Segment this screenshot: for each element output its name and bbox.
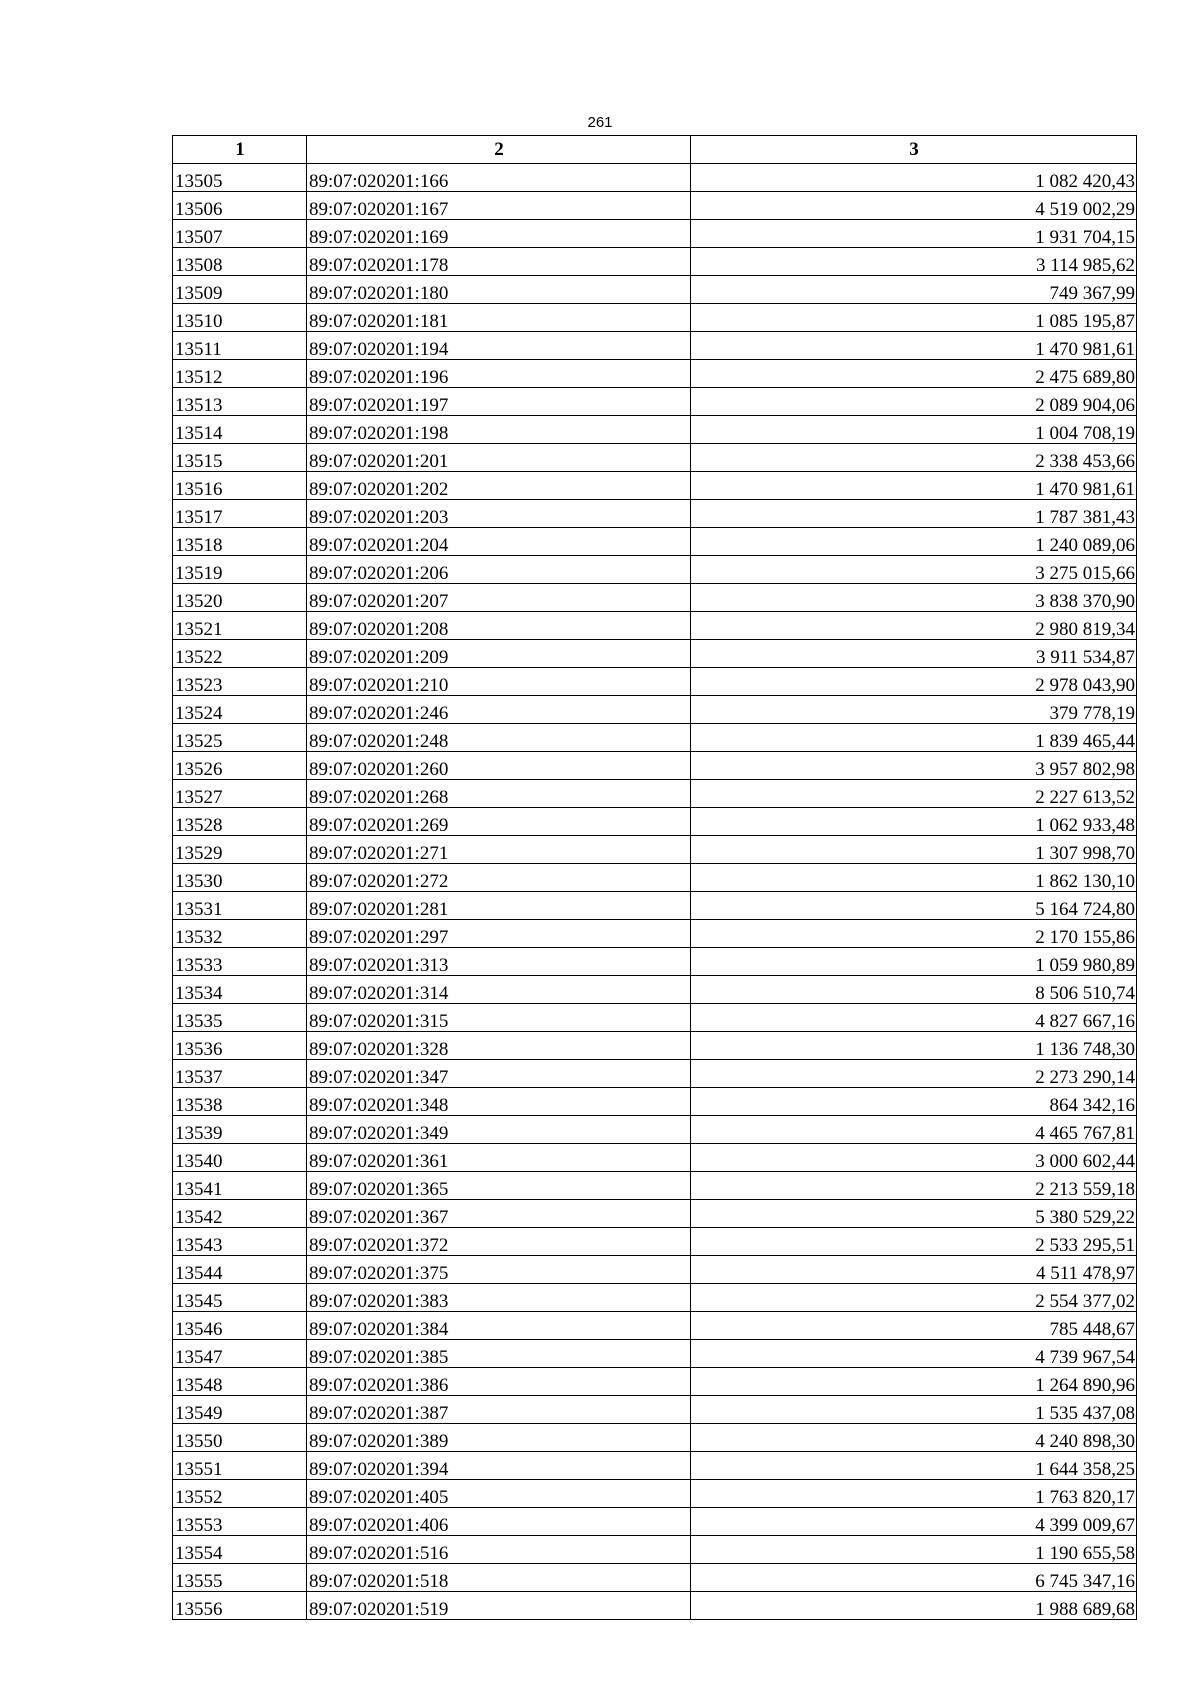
table-row xyxy=(173,1172,1137,1200)
value-cell: 2 978 043,90 xyxy=(691,668,1137,696)
row-number-cell: 13543 xyxy=(173,1228,307,1256)
row-number-cell: 13533 xyxy=(173,948,307,976)
cadastral-number-cell: 89:07:020201:180 xyxy=(307,276,691,304)
cadastral-number-cell: 89:07:020201:210 xyxy=(307,668,691,696)
table-row xyxy=(173,1508,1137,1536)
value-cell: 4 511 478,97 xyxy=(691,1256,1137,1284)
row-number-cell: 13539 xyxy=(173,1116,307,1144)
value-cell: 1 862 130,10 xyxy=(691,864,1137,892)
value-cell: 3 957 802,98 xyxy=(691,752,1137,780)
row-number-cell: 13514 xyxy=(173,416,307,444)
value-cell: 1 240 089,06 xyxy=(691,528,1137,556)
table-row xyxy=(173,556,1137,584)
row-number-cell: 13526 xyxy=(173,752,307,780)
row-number-cell: 13540 xyxy=(173,1144,307,1172)
row-number-cell: 13527 xyxy=(173,780,307,808)
row-number-cell: 13520 xyxy=(173,584,307,612)
value-cell: 5 380 529,22 xyxy=(691,1200,1137,1228)
value-cell: 3 000 602,44 xyxy=(691,1144,1137,1172)
cadastral-number-cell: 89:07:020201:372 xyxy=(307,1228,691,1256)
value-cell: 2 213 559,18 xyxy=(691,1172,1137,1200)
cadastral-number-cell: 89:07:020201:178 xyxy=(307,248,691,276)
value-cell: 1 062 933,48 xyxy=(691,808,1137,836)
table-row xyxy=(173,1144,1137,1172)
table-row xyxy=(173,1480,1137,1508)
cadastral-number-cell: 89:07:020201:201 xyxy=(307,444,691,472)
value-cell: 8 506 510,74 xyxy=(691,976,1137,1004)
row-number-cell: 13506 xyxy=(173,192,307,220)
row-number-cell: 13545 xyxy=(173,1284,307,1312)
table-row xyxy=(173,1032,1137,1060)
cadastral-number-cell: 89:07:020201:394 xyxy=(307,1452,691,1480)
row-number-cell: 13552 xyxy=(173,1480,307,1508)
table-row xyxy=(173,808,1137,836)
register-table xyxy=(172,135,1137,1620)
table-row xyxy=(173,220,1137,248)
row-number-cell: 13519 xyxy=(173,556,307,584)
value-cell: 1 059 980,89 xyxy=(691,948,1137,976)
row-number-cell: 13505 xyxy=(173,164,307,192)
cadastral-number-cell: 89:07:020201:516 xyxy=(307,1536,691,1564)
cadastral-number-cell: 89:07:020201:348 xyxy=(307,1088,691,1116)
value-cell: 1 136 748,30 xyxy=(691,1032,1137,1060)
value-cell: 2 980 819,34 xyxy=(691,612,1137,640)
cadastral-number-cell: 89:07:020201:260 xyxy=(307,752,691,780)
cadastral-number-cell: 89:07:020201:386 xyxy=(307,1368,691,1396)
value-cell: 749 367,99 xyxy=(691,276,1137,304)
cadastral-number-cell: 89:07:020201:169 xyxy=(307,220,691,248)
cadastral-number-cell: 89:07:020201:361 xyxy=(307,1144,691,1172)
table-row xyxy=(173,780,1137,808)
value-cell: 1 190 655,58 xyxy=(691,1536,1137,1564)
row-number-cell: 13528 xyxy=(173,808,307,836)
row-number-cell: 13521 xyxy=(173,612,307,640)
table-row xyxy=(173,1312,1137,1340)
cadastral-number-cell: 89:07:020201:166 xyxy=(307,164,691,192)
table-row xyxy=(173,1452,1137,1480)
cadastral-number-cell: 89:07:020201:384 xyxy=(307,1312,691,1340)
value-cell: 1 307 998,70 xyxy=(691,836,1137,864)
value-cell: 1 839 465,44 xyxy=(691,724,1137,752)
value-cell: 1 470 981,61 xyxy=(691,472,1137,500)
table-row xyxy=(173,724,1137,752)
table-row xyxy=(173,696,1137,724)
table-row xyxy=(173,1200,1137,1228)
row-number-cell: 13537 xyxy=(173,1060,307,1088)
value-cell: 1 085 195,87 xyxy=(691,304,1137,332)
cadastral-number-cell: 89:07:020201:315 xyxy=(307,1004,691,1032)
value-cell: 5 164 724,80 xyxy=(691,892,1137,920)
value-cell: 1 763 820,17 xyxy=(691,1480,1137,1508)
value-cell: 1 931 704,15 xyxy=(691,220,1137,248)
row-number-cell: 13511 xyxy=(173,332,307,360)
row-number-cell: 13535 xyxy=(173,1004,307,1032)
row-number-cell: 13525 xyxy=(173,724,307,752)
table-row xyxy=(173,892,1137,920)
row-number-cell: 13531 xyxy=(173,892,307,920)
table-row xyxy=(173,164,1137,192)
cadastral-number-cell: 89:07:020201:181 xyxy=(307,304,691,332)
row-number-cell: 13530 xyxy=(173,864,307,892)
cadastral-number-cell: 89:07:020201:272 xyxy=(307,864,691,892)
table-row xyxy=(173,584,1137,612)
cadastral-number-cell: 89:07:020201:248 xyxy=(307,724,691,752)
value-cell: 1 787 381,43 xyxy=(691,500,1137,528)
row-number-cell: 13515 xyxy=(173,444,307,472)
value-cell: 2 089 904,06 xyxy=(691,388,1137,416)
cadastral-number-cell: 89:07:020201:202 xyxy=(307,472,691,500)
value-cell: 4 519 002,29 xyxy=(691,192,1137,220)
value-cell: 785 448,67 xyxy=(691,1312,1137,1340)
value-cell: 2 170 155,86 xyxy=(691,920,1137,948)
table-row xyxy=(173,304,1137,332)
table-row xyxy=(173,1564,1137,1592)
table-row xyxy=(173,864,1137,892)
column-header-1: 1 xyxy=(173,136,307,164)
value-cell: 4 240 898,30 xyxy=(691,1424,1137,1452)
cadastral-number-cell: 89:07:020201:209 xyxy=(307,640,691,668)
cadastral-number-cell: 89:07:020201:268 xyxy=(307,780,691,808)
cadastral-number-cell: 89:07:020201:405 xyxy=(307,1480,691,1508)
cadastral-number-cell: 89:07:020201:367 xyxy=(307,1200,691,1228)
table-row xyxy=(173,388,1137,416)
cadastral-number-cell: 89:07:020201:281 xyxy=(307,892,691,920)
row-number-cell: 13541 xyxy=(173,1172,307,1200)
row-number-cell: 13510 xyxy=(173,304,307,332)
table-header xyxy=(173,136,1137,164)
value-cell: 1 535 437,08 xyxy=(691,1396,1137,1424)
value-cell: 1 644 358,25 xyxy=(691,1452,1137,1480)
value-cell: 3 114 985,62 xyxy=(691,248,1137,276)
table-row xyxy=(173,192,1137,220)
value-cell: 1 004 708,19 xyxy=(691,416,1137,444)
row-number-cell: 13549 xyxy=(173,1396,307,1424)
header-row xyxy=(173,136,1137,164)
value-cell: 4 739 967,54 xyxy=(691,1340,1137,1368)
cadastral-number-cell: 89:07:020201:246 xyxy=(307,696,691,724)
table-row xyxy=(173,528,1137,556)
row-number-cell: 13517 xyxy=(173,500,307,528)
value-cell: 1 470 981,61 xyxy=(691,332,1137,360)
table-row xyxy=(173,500,1137,528)
table-row xyxy=(173,1284,1137,1312)
row-number-cell: 13512 xyxy=(173,360,307,388)
cadastral-number-cell: 89:07:020201:365 xyxy=(307,1172,691,1200)
cadastral-number-cell: 89:07:020201:349 xyxy=(307,1116,691,1144)
row-number-cell: 13546 xyxy=(173,1312,307,1340)
value-cell: 4 465 767,81 xyxy=(691,1116,1137,1144)
table-body xyxy=(173,164,1137,1620)
row-number-cell: 13513 xyxy=(173,388,307,416)
value-cell: 2 273 290,14 xyxy=(691,1060,1137,1088)
cadastral-number-cell: 89:07:020201:328 xyxy=(307,1032,691,1060)
cadastral-number-cell: 89:07:020201:347 xyxy=(307,1060,691,1088)
table-row xyxy=(173,640,1137,668)
column-header-2: 2 xyxy=(307,136,691,164)
table-row xyxy=(173,444,1137,472)
value-cell: 1 264 890,96 xyxy=(691,1368,1137,1396)
table-row xyxy=(173,1228,1137,1256)
value-cell: 2 227 613,52 xyxy=(691,780,1137,808)
table-row xyxy=(173,1536,1137,1564)
cadastral-number-cell: 89:07:020201:207 xyxy=(307,584,691,612)
row-number-cell: 13536 xyxy=(173,1032,307,1060)
row-number-cell: 13522 xyxy=(173,640,307,668)
cadastral-number-cell: 89:07:020201:314 xyxy=(307,976,691,1004)
value-cell: 3 911 534,87 xyxy=(691,640,1137,668)
cadastral-number-cell: 89:07:020201:208 xyxy=(307,612,691,640)
cadastral-number-cell: 89:07:020201:196 xyxy=(307,360,691,388)
row-number-cell: 13524 xyxy=(173,696,307,724)
table-row xyxy=(173,668,1137,696)
row-number-cell: 13542 xyxy=(173,1200,307,1228)
table-row xyxy=(173,976,1137,1004)
value-cell: 2 338 453,66 xyxy=(691,444,1137,472)
cadastral-number-cell: 89:07:020201:387 xyxy=(307,1396,691,1424)
cadastral-number-cell: 89:07:020201:375 xyxy=(307,1256,691,1284)
cadastral-number-cell: 89:07:020201:206 xyxy=(307,556,691,584)
cadastral-number-cell: 89:07:020201:197 xyxy=(307,388,691,416)
row-number-cell: 13556 xyxy=(173,1592,307,1620)
cadastral-number-cell: 89:07:020201:194 xyxy=(307,332,691,360)
table-row xyxy=(173,472,1137,500)
value-cell: 3 275 015,66 xyxy=(691,556,1137,584)
cadastral-number-cell: 89:07:020201:297 xyxy=(307,920,691,948)
table-row xyxy=(173,416,1137,444)
cadastral-number-cell: 89:07:020201:385 xyxy=(307,1340,691,1368)
row-number-cell: 13523 xyxy=(173,668,307,696)
value-cell: 3 838 370,90 xyxy=(691,584,1137,612)
table-row xyxy=(173,1088,1137,1116)
table-row xyxy=(173,1424,1137,1452)
row-number-cell: 13555 xyxy=(173,1564,307,1592)
value-cell: 4 399 009,67 xyxy=(691,1508,1137,1536)
table-row xyxy=(173,276,1137,304)
row-number-cell: 13553 xyxy=(173,1508,307,1536)
cadastral-number-cell: 89:07:020201:406 xyxy=(307,1508,691,1536)
row-number-cell: 13508 xyxy=(173,248,307,276)
table-row xyxy=(173,1368,1137,1396)
value-cell: 379 778,19 xyxy=(691,696,1137,724)
table-row xyxy=(173,1004,1137,1032)
row-number-cell: 13548 xyxy=(173,1368,307,1396)
row-number-cell: 13516 xyxy=(173,472,307,500)
table-row xyxy=(173,836,1137,864)
table-row xyxy=(173,1256,1137,1284)
cadastral-number-cell: 89:07:020201:383 xyxy=(307,1284,691,1312)
cadastral-number-cell: 89:07:020201:203 xyxy=(307,500,691,528)
value-cell: 2 554 377,02 xyxy=(691,1284,1137,1312)
value-cell: 1 988 689,68 xyxy=(691,1592,1137,1620)
cadastral-number-cell: 89:07:020201:389 xyxy=(307,1424,691,1452)
cadastral-number-cell: 89:07:020201:519 xyxy=(307,1592,691,1620)
cadastral-number-cell: 89:07:020201:313 xyxy=(307,948,691,976)
cadastral-number-cell: 89:07:020201:198 xyxy=(307,416,691,444)
column-header-3: 3 xyxy=(691,136,1137,164)
table-row xyxy=(173,1060,1137,1088)
row-number-cell: 13534 xyxy=(173,976,307,1004)
table-row xyxy=(173,332,1137,360)
row-number-cell: 13550 xyxy=(173,1424,307,1452)
cadastral-number-cell: 89:07:020201:269 xyxy=(307,808,691,836)
table-row xyxy=(173,1116,1137,1144)
table-row xyxy=(173,1396,1137,1424)
table-row xyxy=(173,752,1137,780)
table-row xyxy=(173,1340,1137,1368)
value-cell: 864 342,16 xyxy=(691,1088,1137,1116)
cadastral-number-cell: 89:07:020201:204 xyxy=(307,528,691,556)
row-number-cell: 13544 xyxy=(173,1256,307,1284)
table-row xyxy=(173,920,1137,948)
table-row xyxy=(173,360,1137,388)
row-number-cell: 13532 xyxy=(173,920,307,948)
cadastral-number-cell: 89:07:020201:271 xyxy=(307,836,691,864)
row-number-cell: 13529 xyxy=(173,836,307,864)
table-row xyxy=(173,948,1137,976)
page-number: 261 xyxy=(587,114,613,131)
table-row xyxy=(173,612,1137,640)
value-cell: 1 082 420,43 xyxy=(691,164,1137,192)
value-cell: 6 745 347,16 xyxy=(691,1564,1137,1592)
row-number-cell: 13509 xyxy=(173,276,307,304)
row-number-cell: 13551 xyxy=(173,1452,307,1480)
value-cell: 2 475 689,80 xyxy=(691,360,1137,388)
cadastral-number-cell: 89:07:020201:167 xyxy=(307,192,691,220)
row-number-cell: 13554 xyxy=(173,1536,307,1564)
row-number-cell: 13507 xyxy=(173,220,307,248)
row-number-cell: 13518 xyxy=(173,528,307,556)
row-number-cell: 13538 xyxy=(173,1088,307,1116)
row-number-cell: 13547 xyxy=(173,1340,307,1368)
value-cell: 4 827 667,16 xyxy=(691,1004,1137,1032)
cadastral-number-cell: 89:07:020201:518 xyxy=(307,1564,691,1592)
value-cell: 2 533 295,51 xyxy=(691,1228,1137,1256)
table-row xyxy=(173,1592,1137,1620)
table-row xyxy=(173,248,1137,276)
